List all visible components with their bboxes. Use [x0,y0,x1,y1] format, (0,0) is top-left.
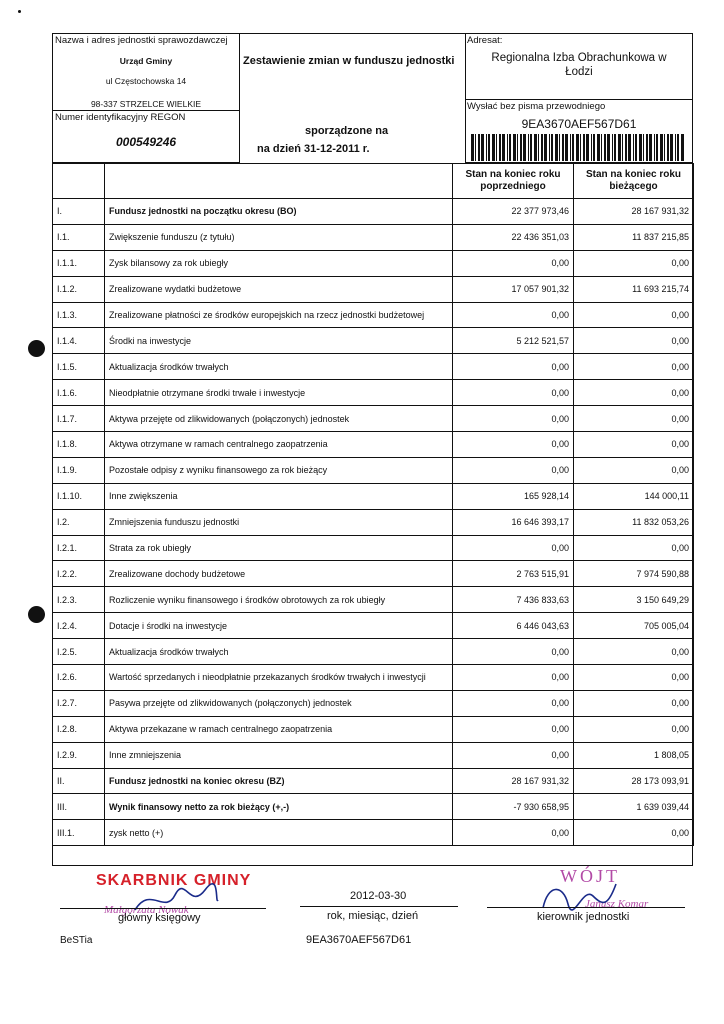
row-label: Inne zwiększenia [105,483,453,509]
table-row [53,457,694,483]
report-title: Zestawienie zmian w funduszu jednostki [243,55,455,67]
row-curr-value: 0,00 [574,328,694,354]
row-prev-value: 165 928,14 [453,483,574,509]
row-code: I.1.10. [53,483,105,509]
barcode-bar [664,134,665,161]
row-label: Nieodpłatnie otrzymane środki trwałe i inwestycje [105,380,453,406]
mayor-stamp: WÓJT [560,866,620,886]
barcode-bar [667,134,669,161]
row-code: I.2.3. [53,587,105,613]
barcode-bar [646,134,648,161]
mayor-signature [538,876,618,916]
table-row [53,509,694,535]
row-curr-value: 0,00 [574,406,694,432]
mayor-name-stamp: Janusz Komar [585,898,649,910]
row-curr-value: 144 000,11 [574,483,694,509]
row-curr-value: 7 974 590,88 [574,561,694,587]
barcode-bar [528,134,529,161]
row-code: III. [53,794,105,820]
barcode-bar [597,134,600,161]
barcode-bar [507,134,508,161]
software-name: BeSTia [60,935,93,946]
treasurer-name-stamp: Małgorzata Nowak [104,904,189,916]
barcode-bar [544,134,547,161]
barcode-bar [475,134,476,161]
barcode-bar [633,134,634,161]
row-code: II. [53,768,105,794]
barcode-bar [580,134,581,161]
row-curr-value: 705 005,04 [574,613,694,639]
row-prev-value: 22 436 351,03 [453,224,574,250]
row-code: I.2.8. [53,716,105,742]
row-prev-value: 0,00 [453,820,574,846]
row-label: Dotacje i środki na inwestycje [105,613,453,639]
row-prev-value: -7 930 658,95 [453,794,574,820]
barcode-bar [635,134,637,161]
barcode-bar [530,134,532,161]
row-label: Zmniejszenia funduszu jednostki [105,509,453,535]
barcode [469,134,689,161]
head-label: kierownik jednostki [537,911,630,923]
table-row [53,224,694,250]
row-label: Zrealizowane dochody budżetowe [105,561,453,587]
barcode-bar [502,134,505,161]
row-code: I.2.2. [53,561,105,587]
regon-label: Numer identyfikacyjny REGON [55,112,186,123]
row-curr-value: 28 173 093,91 [574,768,694,794]
row-code: I.2.1. [53,535,105,561]
barcode-bar [499,134,501,161]
row-label: Rozliczenie wyniku finansowego i środków obrotowych za rok ubiegły [105,587,453,613]
table-row [53,406,694,432]
addressee-line2: Łodzi [565,66,593,78]
row-code: I.2. [53,509,105,535]
barcode-bar [562,134,564,161]
prepared-label: sporządzone na [305,125,389,137]
row-prev-value: 5 212 521,57 [453,328,574,354]
barcode-bar [481,134,484,161]
table-row [53,432,694,458]
barcode-bar [618,134,621,161]
table-row [53,328,694,354]
row-code: I.1.8. [53,432,105,458]
row-prev-value: 0,00 [453,406,574,432]
row-prev-value: 0,00 [453,639,574,665]
barcode-bar [670,134,673,161]
row-prev-value: 17 057 901,32 [453,276,574,302]
row-curr-value: 0,00 [574,665,694,691]
barcode-bar [604,134,606,161]
table-row [53,690,694,716]
barcode-bar [586,134,589,161]
barcode-bar [570,134,571,161]
table-row [53,716,694,742]
barcode-bar [656,134,658,161]
row-prev-value: 0,00 [453,432,574,458]
barcode-bar [675,134,676,161]
row-code: I.2.4. [53,613,105,639]
barcode-bar [541,134,543,161]
barcode-bar [492,134,495,161]
barcode-bar [643,134,644,161]
row-code: I.1.1. [53,250,105,276]
barcode-bar [614,134,616,161]
barcode-bar [591,134,592,161]
addressee-line1: Regionalna Izba Obrachunkowa w [491,52,667,64]
row-label: Zysk bilansowy za rok ubiegły [105,250,453,276]
table-row [53,535,694,561]
row-prev-value: 7 436 833,63 [453,587,574,613]
row-label: Fundusz jednostki na koniec okresu (BZ) [105,768,453,794]
row-prev-value: 0,00 [453,665,574,691]
row-label: Fundusz jednostki na początku okresu (BO) [105,199,453,225]
table-row [53,380,694,406]
row-label: Wynik finansowy netto za rok bieżący (+,-) [105,794,453,820]
barcode-bar [572,134,574,161]
entity-city: 98-337 STRZELCE WIELKIE [90,99,202,109]
row-curr-value: 0,00 [574,716,694,742]
barcode-bar [517,134,518,161]
footer-doc-code: 9EA3670AEF567D61 [306,934,412,946]
row-label: Aktualizacja środków trwałych [105,354,453,380]
row-curr-value: 0,00 [574,380,694,406]
table-row [53,820,694,846]
entity-name: Urząd Gminy [119,56,173,66]
row-curr-value: 0,00 [574,820,694,846]
barcode-bar [488,134,490,161]
barcode-bar [622,134,623,161]
barcode-bar [612,134,613,161]
barcode-bar [565,134,568,161]
entity-label: Nazwa i adres jednostki sprawozdawczej [55,35,228,46]
row-code: I.1.3. [53,302,105,328]
table-row [53,276,694,302]
barcode-bar [625,134,627,161]
row-code: I.2.9. [53,742,105,768]
row-code: I.2.6. [53,665,105,691]
addressee-label: Adresat: [467,35,503,46]
row-code: I.2.5. [53,639,105,665]
row-prev-value: 28 167 931,32 [453,768,574,794]
barcode-bar [520,134,522,161]
row-code: I.1.4. [53,328,105,354]
row-code: I.2.7. [53,690,105,716]
row-curr-value: 0,00 [574,354,694,380]
row-prev-value: 0,00 [453,250,574,276]
row-prev-value: 0,00 [453,354,574,380]
table-header-row [53,164,694,199]
table-row [53,483,694,509]
row-prev-value: 0,00 [453,457,574,483]
scan-mark [18,10,21,13]
row-prev-value: 0,00 [453,302,574,328]
barcode-bar [555,134,558,161]
barcode-bar [601,134,602,161]
row-curr-value: 0,00 [574,432,694,458]
barcode-bar [593,134,595,161]
row-code: I.1.5. [53,354,105,380]
barcode-bar [549,134,550,161]
row-label: Wartość sprzedanych i nieodpłatnie przekazanych środków trwałych i inwestycji [105,665,453,691]
row-curr-value: 11 832 053,26 [574,509,694,535]
barcode-bar [660,134,663,161]
row-curr-value: 11 693 215,74 [574,276,694,302]
row-prev-value: 0,00 [453,716,574,742]
row-curr-value: 3 150 649,29 [574,587,694,613]
barcode-bar [486,134,487,161]
row-code: I.1.7. [53,406,105,432]
barcode-bar [523,134,526,161]
row-prev-value: 22 377 973,46 [453,199,574,225]
barcode-bar [538,134,539,161]
treasurer-stamp: SKARBNIK GMINY [96,872,252,889]
row-code: I.1.2. [53,276,105,302]
row-label: Aktywa przekazane w ramach centralnego zaopatrzenia [105,716,453,742]
row-code: I.1.6. [53,380,105,406]
row-label: Aktualizacja środków trwałych [105,639,453,665]
barcode-bar [639,134,642,161]
punch-hole-bottom [28,606,45,623]
table-row [53,302,694,328]
table-row [53,561,694,587]
barcode-bar [576,134,579,161]
barcode-bar [607,134,610,161]
row-prev-value: 0,00 [453,742,574,768]
punch-hole-top [28,340,45,357]
row-label: Aktywa otrzymane w ramach centralnego zaopatrzenia [105,432,453,458]
row-label: Strata za rok ubiegły [105,535,453,561]
row-code: III.1. [53,820,105,846]
row-label: zysk netto (+) [105,820,453,846]
row-curr-value: 0,00 [574,302,694,328]
barcode-bar [654,134,655,161]
row-curr-value: 0,00 [574,690,694,716]
barcode-bar [534,134,537,161]
barcode-bar [628,134,631,161]
row-label: Zrealizowane wydatki budżetowe [105,276,453,302]
barcode-bar [496,134,497,161]
header-doc-code: 9EA3670AEF567D61 [521,117,637,131]
row-code: I. [53,199,105,225]
table-row [53,639,694,665]
row-curr-value: 11 837 215,85 [574,224,694,250]
barcode-bar [478,134,480,161]
send-label: Wysłać bez pisma przewodniego [467,101,606,112]
barcode-bar [513,134,516,161]
barcode-bar [677,134,679,161]
report-date: na dzień 31-12-2011 r. [257,143,370,155]
fund-changes-table [52,163,694,846]
row-curr-value: 0,00 [574,535,694,561]
barcode-bar [509,134,511,161]
col-prev-header: Stan na koniec roku poprzedniego [453,164,574,199]
table-row [53,768,694,794]
row-label: Środki na inwestycje [105,328,453,354]
row-curr-value: 0,00 [574,639,694,665]
table-row [53,613,694,639]
barcode-bar [551,134,553,161]
row-curr-value: 0,00 [574,250,694,276]
accountant-label: główny księgowy [118,912,201,924]
table-row [53,665,694,691]
table-row [53,354,694,380]
row-label: Pasywa przejęte od zlikwidowanych (połączonych) jednostek [105,690,453,716]
row-label: Zrealizowane płatności ze środków europejskich na rzecz jednostki budżetowej [105,302,453,328]
row-prev-value: 0,00 [453,690,574,716]
entity-street: ul Częstochowska 14 [105,76,187,86]
row-label: Inne zmniejszenia [105,742,453,768]
report-date-value: 2012-03-30 [350,890,407,902]
row-curr-value: 28 167 931,32 [574,199,694,225]
barcode-bar [681,134,684,161]
row-prev-value: 0,00 [453,535,574,561]
row-label: Pozostałe odpisy z wyniku finansowego za rok bieżący [105,457,453,483]
table-row [53,587,694,613]
row-curr-value: 0,00 [574,457,694,483]
row-curr-value: 1 639 039,44 [574,794,694,820]
barcode-bar [649,134,652,161]
barcode-bar [471,134,474,161]
regon-value: 000549246 [116,135,177,149]
barcode-bar [559,134,560,161]
row-curr-value: 1 808,05 [574,742,694,768]
row-label: Aktywa przejęte od zlikwidowanych (połączonych) jednostek [105,406,453,432]
row-code: I.1.9. [53,457,105,483]
col-curr-header: Stan na koniec roku bieżącego [574,164,694,199]
table-row [53,199,694,225]
date-caption: rok, miesiąc, dzień [327,910,419,922]
row-prev-value: 2 763 515,91 [453,561,574,587]
row-label: Zwiększenie funduszu (z tytułu) [105,224,453,250]
barcode-bar [583,134,585,161]
table-row [53,794,694,820]
table-row [53,742,694,768]
row-prev-value: 16 646 393,17 [453,509,574,535]
row-code: I.1. [53,224,105,250]
row-prev-value: 6 446 043,63 [453,613,574,639]
row-prev-value: 0,00 [453,380,574,406]
table-row [53,250,694,276]
